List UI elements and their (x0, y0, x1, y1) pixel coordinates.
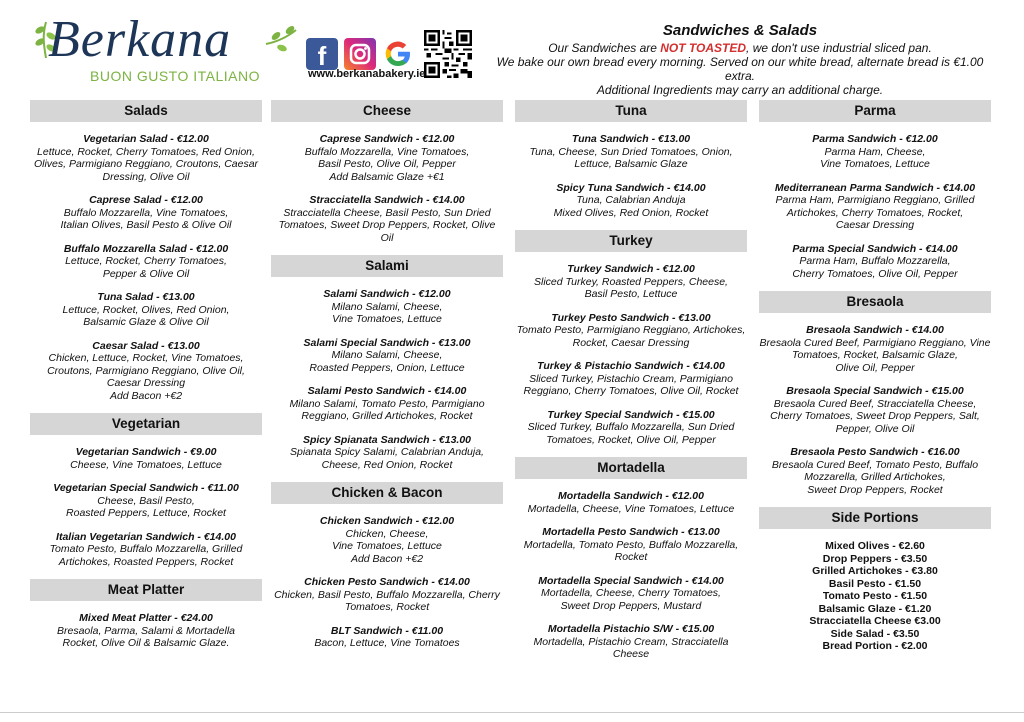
section-header-tuna: Tuna (515, 100, 747, 122)
menu-item-description: Add Balsamic Glaze +€1 (329, 170, 445, 183)
menu-item (515, 490, 747, 515)
menu-item-name: Caprese Sandwich - €12.00 (319, 133, 455, 145)
menu-item (759, 243, 991, 281)
menu-item-name: Mediterranean Parma Sandwich - €14.00 (774, 181, 976, 194)
menu-item (30, 612, 262, 650)
menu-item (515, 526, 747, 564)
menu-item-description: Mortadella, Cheese, Cherry Tomatoes, (541, 587, 721, 599)
brand-logo (30, 11, 306, 88)
menu-item (515, 182, 747, 220)
menu-item-name: Vegetarian Salad - €12.00 (83, 133, 209, 145)
section-header-salami: Salami (271, 255, 503, 277)
menu-item-description: Mortadella, Tomato Pesto, Buffalo Mozzarella, (523, 538, 739, 551)
side-portion-item: Grilled Artichokes - €3.80 (812, 565, 938, 577)
menu-item-name: Parma Special Sandwich - €14.00 (792, 242, 958, 255)
section-header-chicken-and-bacon: Chicken & Bacon (271, 482, 503, 504)
menu-item-description: Rocket, Olive Oil & Balsamic Glaze. (62, 637, 230, 649)
section-header-vegetarian: Vegetarian (30, 413, 262, 435)
menu-item (515, 133, 747, 171)
menu-item (759, 324, 991, 374)
google-icon[interactable] (382, 38, 414, 70)
intro-line-3: Additional Ingredients may carry an additional charge. (596, 83, 884, 97)
menu-item-description: Buffalo Mozzarella, Vine Tomatoes, (304, 145, 470, 158)
menu-item-description: Pepper & Olive Oil (102, 267, 190, 280)
menu-item (271, 288, 503, 326)
brand-tagline: BUON GUSTO ITALIANO (90, 68, 261, 84)
menu-item-description: Cheese, Vine Tomatoes, Lettuce (70, 458, 222, 471)
intro-line-1: Our Sandwiches are NOT TOASTED, we don't use industrial sliced pan. (548, 41, 932, 55)
menu-item-description: Parma Ham, Cheese, (824, 145, 926, 158)
menu-item (30, 482, 262, 520)
menu-item (759, 385, 991, 435)
menu-item-name: Mixed Meat Platter - €24.00 (79, 612, 213, 624)
menu-item-description: Dressing, Olive Oil (102, 170, 190, 183)
page-title: Sandwiches & Salads (662, 22, 818, 39)
section-header-mortadella: Mortadella (515, 457, 747, 479)
menu-item-description: Artichokes, Cherry Tomatoes, Rocket, (786, 206, 964, 219)
menu-item-description: Tomatoes, Sweet Drop Peppers, Rocket, Olive Oil (278, 219, 496, 244)
menu-item-name: Salami Pesto Sandwich - €14.00 (307, 385, 467, 397)
menu-column-2 (271, 100, 503, 661)
menu-item (30, 133, 262, 183)
menu-item-description: Basil Pesto, Lettuce (584, 288, 678, 300)
menu-item-description: Lettuce, Rocket, Cherry Tomatoes, (65, 255, 227, 267)
menu-item-name: Mortadella Pesto Sandwich - €13.00 (542, 526, 720, 538)
side-portion-item: Basil Pesto - €1.50 (828, 577, 922, 590)
menu-item-description: Bresaola, Parma, Salami & Mortadella (57, 624, 235, 637)
menu-item-name: Turkey Special Sandwich - €15.00 (547, 408, 715, 421)
menu-item-name: Mortadella Sandwich - €12.00 (558, 490, 704, 502)
menu-item-description: Add Bacon +€2 (109, 389, 183, 402)
menu-item (759, 182, 991, 232)
divider (0, 712, 1024, 713)
section-header-bresaola: Bresaola (759, 291, 991, 313)
menu-item-description: Olives, Parmigiano Reggiano, Croutons, Caesar (33, 158, 259, 170)
menu-item-name: Tuna Salad - €13.00 (97, 291, 195, 303)
menu-item-description: Chicken, Basil Pesto, Buffalo Mozzarella, Cherry (274, 588, 500, 601)
menu-item-description: Lettuce, Rocket, Olives, Red Onion, (62, 303, 230, 316)
menu-item (515, 409, 747, 447)
menu-item-description: Tomatoes, Rocket, Balsamic Glaze, (792, 349, 958, 361)
section-header-turkey: Turkey (515, 230, 747, 252)
menu-item-description: Caesar Dressing (106, 377, 186, 389)
menu-item-description: Parma Ham, Parmigiano Reggiano, Grilled (775, 194, 975, 206)
menu-item-name: Mortadella Special Sandwich - €14.00 (538, 574, 724, 587)
menu-item (30, 194, 262, 232)
menu-item (759, 446, 991, 496)
menu-item-description: Buffalo Mozzarella, Vine Tomatoes, (63, 206, 229, 219)
menu-item-description: Mozzarella, Grilled Artichokes, (804, 471, 946, 483)
menu-item-name: Chicken Sandwich - €12.00 (319, 515, 455, 527)
menu-item-description: Reggiano, Cherry Tomatoes, Olive Oil, Rocket (523, 385, 739, 397)
menu-item-description: Bresaola Cured Beef, Tomato Pesto, Buffalo (771, 458, 979, 471)
menu-item-description: Olive Oil, Pepper (835, 361, 915, 374)
menu-item-description: Tuna, Cheese, Sun Dried Tomatoes, Onion, (529, 145, 733, 158)
menu-item-description: Tomatoes, Rocket (344, 601, 430, 613)
side-portion-item: Mixed Olives - €2.60 (825, 540, 925, 552)
menu-item (30, 340, 262, 403)
menu-item-description: Cherry Tomatoes, Sweet Drop Peppers, Salt, (770, 410, 980, 422)
menu-item-name: Chicken Pesto Sandwich - €14.00 (304, 576, 470, 588)
menu-item-description: Vine Tomatoes, Lettuce (820, 158, 930, 170)
menu-item-description: Spianata Spicy Salami, Calabrian Anduja, (290, 446, 484, 458)
menu-item (271, 194, 503, 244)
menu-item-description: Lettuce, Rocket, Cherry Tomatoes, Red Onion, (37, 145, 255, 158)
menu-item-name: Turkey & Pistachio Sandwich - €14.00 (537, 360, 725, 372)
menu-item-description: Milano Salami, Cheese, (331, 300, 443, 313)
menu-item-description: Balsamic Glaze & Olive Oil (83, 316, 209, 328)
menu-item-description: Cheese, Basil Pesto, (97, 494, 195, 507)
menu-item-description: Bresaola Cured Beef, Parmigiano Reggiano, Vine (759, 336, 991, 349)
facebook-icon[interactable]: f (306, 38, 338, 70)
menu-item-description: Sweet Drop Peppers, Mustard (560, 599, 702, 612)
menu-item-description: Pepper, Olive Oil (835, 422, 915, 435)
section-header-parma: Parma (759, 100, 991, 122)
menu-item-name: BLT Sandwich - €11.00 (330, 624, 444, 637)
menu-item (271, 515, 503, 565)
intro-block (480, 24, 1000, 97)
menu-item-description: Sliced Turkey, Buffalo Mozzarella, Sun Dried (527, 421, 735, 433)
menu-item-description: Tomatoes, Rocket, Olive Oil, Pepper (546, 433, 716, 446)
section-header-meat-platter: Meat Platter (30, 579, 262, 601)
menu-item-name: Spicy Spianata Sandwich - €13.00 (302, 433, 472, 446)
menu-item (271, 625, 503, 650)
side-portions-list (759, 540, 991, 653)
menu-item-description: Mortadella, Cheese, Vine Tomatoes, Lettuce (527, 502, 735, 515)
menu-item-description: Bacon, Lettuce, Vine Tomatoes (314, 637, 460, 649)
section-header-salads: Salads (30, 100, 262, 122)
menu-item (30, 291, 262, 329)
menu-item-description: Artichokes, Roasted Peppers, Rocket (58, 555, 234, 568)
section-header-cheese: Cheese (271, 100, 503, 122)
menu-item-description: Basil Pesto, Olive Oil, Pepper (318, 158, 456, 170)
menu-item (271, 133, 503, 183)
side-portion-item: Bread Portion - €2.00 (822, 640, 928, 652)
menu-item-description: Cherry Tomatoes, Olive Oil, Pepper (792, 267, 958, 280)
menu-item-name: Bresaola Special Sandwich - €15.00 (786, 385, 964, 397)
not-toasted-notice: NOT TOASTED (660, 41, 747, 55)
menu-column-4 (759, 100, 991, 653)
brand-name: Berkana (48, 11, 232, 68)
menu-item-description: Rocket (614, 551, 648, 563)
menu-item-name: Tuna Sandwich - €13.00 (571, 133, 691, 145)
menu-item-description: Tomato Pesto, Parmigiano Reggiano, Artichokes, (516, 324, 746, 336)
menu-item-description: Sliced Turkey, Roasted Peppers, Cheese, (534, 275, 728, 288)
menu-item-name: Salami Special Sandwich - €13.00 (303, 336, 471, 349)
menu-item-description: Cheese, Red Onion, Rocket (321, 458, 453, 471)
side-portion-item: Side Salad - €3.50 (830, 627, 920, 640)
menu-item-name: Bresaola Sandwich - €14.00 (806, 324, 944, 336)
menu-item (515, 360, 747, 398)
menu-item (515, 575, 747, 613)
menu-item-description: Vine Tomatoes, Lettuce (332, 313, 442, 325)
menu-item-description: Stracciatella Cheese, Basil Pesto, Sun Dried (283, 206, 491, 219)
olive-branch-right-icon (264, 24, 298, 58)
menu-item-name: Mortadella Pistachio S/W - €15.00 (547, 623, 715, 635)
side-portion-item: Tomato Pesto - €1.50 (822, 590, 928, 602)
menu-item-name: Spicy Tuna Sandwich - €14.00 (556, 181, 706, 194)
menu-item-description: Parma Ham, Buffalo Mozzarella, (799, 255, 951, 267)
menu-item-name: Buffalo Mozzarella Salad - €12.00 (63, 242, 229, 255)
menu-item-name: Parma Sandwich - €12.00 (812, 133, 938, 145)
menu-item-name: Caprese Salad - €12.00 (89, 194, 203, 206)
menu-item (30, 446, 262, 471)
section-header-side-portions: Side Portions (759, 507, 991, 529)
menu-item-description: Sweet Drop Peppers, Rocket (807, 483, 943, 496)
menu-item-name: Vegetarian Sandwich - €9.00 (75, 446, 217, 458)
qr-code-icon[interactable] (424, 30, 472, 78)
menu-item-description: Add Bacon +€2 (350, 552, 424, 565)
menu-item (515, 623, 747, 661)
menu-item-description: Roasted Peppers, Lettuce, Rocket (66, 507, 226, 519)
menu-item (30, 243, 262, 281)
menu-item-description: Milano Salami, Tomato Pesto, Parmigiano (289, 397, 485, 410)
menu-item (271, 576, 503, 614)
side-portion-item: Balsamic Glaze - €1.20 (818, 602, 932, 615)
menu-item-description: Sliced Turkey, Pistachio Cream, Parmigiano (529, 372, 733, 385)
menu-item-description: Croutons, Parmigiano Reggiano, Olive Oil, (47, 364, 245, 377)
menu-item-description: Tuna, Calabrian Anduja (576, 194, 686, 206)
menu-item-description: Bresaola Cured Beef, Stracciatella Cheese, (773, 397, 977, 410)
menu-item-description: Mortadella, Pistachio Cream, Stracciatella Cheese (533, 635, 729, 660)
menu-item-name: Stracciatella Sandwich - €14.00 (309, 194, 465, 206)
menu-item-name: Caesar Salad - €13.00 (92, 339, 200, 352)
menu-item (271, 434, 503, 472)
menu-item-description: Caesar Dressing (835, 219, 915, 231)
menu-item-description: Chicken, Lettuce, Rocket, Vine Tomatoes, (48, 352, 244, 364)
menu-item-description: Rocket, Caesar Dressing (572, 336, 690, 349)
menu-item-name: Turkey Sandwich - €12.00 (567, 263, 695, 275)
menu-item-description: Vine Tomatoes, Lettuce (332, 540, 442, 552)
menu-item-description: Milano Salami, Cheese, (331, 349, 443, 361)
menu-item (271, 337, 503, 375)
menu-item (271, 385, 503, 423)
menu-item-description: Tomato Pesto, Buffalo Mozzarella, Grilled (49, 543, 243, 555)
website-url[interactable]: www.berkanabakery.ie (308, 68, 426, 80)
menu-item-name: Turkey Pesto Sandwich - €13.00 (551, 311, 711, 324)
intro-line-2: We bake our own bread every morning. Served on our white bread, alternate bread is €1.00 extra. (496, 55, 984, 83)
menu-item-description: Lettuce, Balsamic Glaze (574, 158, 688, 170)
menu-item-name: Italian Vegetarian Sandwich - €14.00 (56, 530, 236, 543)
menu-item-description: Chicken, Cheese, (345, 527, 429, 540)
menu-item-description: Reggiano, Grilled Artichokes, Rocket (301, 410, 473, 422)
menu-item-name: Salami Sandwich - €12.00 (323, 288, 451, 300)
instagram-icon[interactable] (344, 38, 376, 70)
side-portion-item: Drop Peppers - €3.50 (822, 552, 928, 565)
menu-column-1 (30, 100, 262, 661)
menu-item (30, 531, 262, 569)
menu-item (759, 133, 991, 171)
menu-item-description: Italian Olives, Basil Pesto & Olive Oil (60, 219, 232, 231)
side-portion-item: Stracciatella Cheese €3.00 (809, 615, 941, 627)
menu-item-name: Vegetarian Special Sandwich - €11.00 (53, 482, 239, 494)
menu-item-description: Roasted Peppers, Onion, Lettuce (309, 361, 465, 374)
menu-item-description: Mixed Olives, Red Onion, Rocket (553, 206, 709, 219)
menu-column-3 (515, 100, 747, 672)
menu-item (515, 312, 747, 350)
menu-item-name: Bresaola Pesto Sandwich - €16.00 (790, 446, 960, 458)
menu-item (515, 263, 747, 301)
